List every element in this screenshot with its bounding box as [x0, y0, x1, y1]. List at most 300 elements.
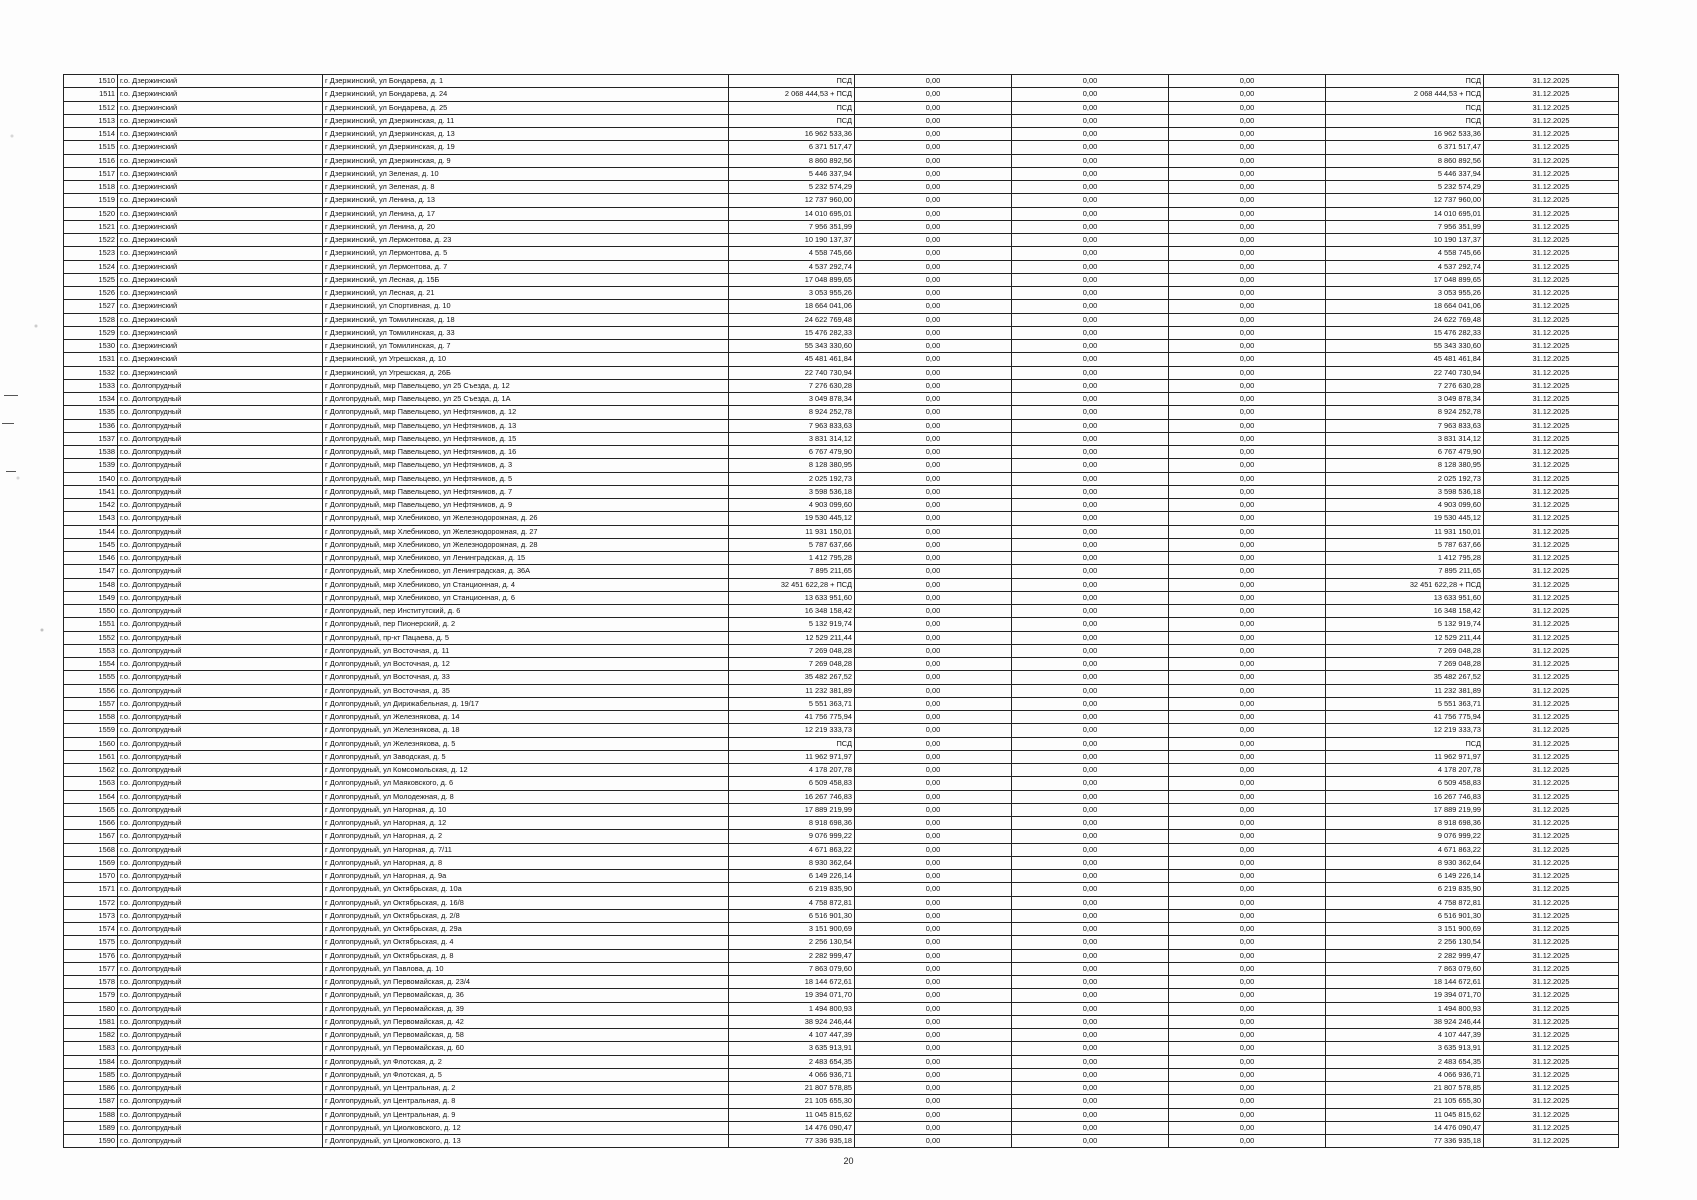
address-cell: г Долгопрудный, ул Октябрьская, д. 16/8: [323, 896, 729, 909]
amount-federal-cell: 0,00: [855, 247, 1012, 260]
row-number-cell: 1523: [64, 247, 118, 260]
amount-other-cell: 5 446 337,94: [1326, 167, 1484, 180]
municipality-cell: г.о. Долгопрудный: [118, 896, 323, 909]
amount-regional-cell: 0,00: [1012, 989, 1169, 1002]
municipality-cell: г.о. Дзержинский: [118, 114, 323, 127]
amount-regional-cell: 0,00: [1012, 340, 1169, 353]
deadline-date-cell: 31.12.2025: [1484, 870, 1619, 883]
amount-total-cell: 3 053 955,26: [729, 287, 855, 300]
address-cell: г Долгопрудный, ул Молодежная, д. 8: [323, 790, 729, 803]
amount-regional-cell: 0,00: [1012, 154, 1169, 167]
amount-regional-cell: 0,00: [1012, 697, 1169, 710]
amount-other-cell: 38 924 246,44: [1326, 1015, 1484, 1028]
municipality-cell: г.о. Долгопрудный: [118, 790, 323, 803]
table-row: [64, 220, 1619, 233]
amount-local-cell: 0,00: [1169, 88, 1326, 101]
amount-federal-cell: 0,00: [855, 419, 1012, 432]
row-number-cell: 1530: [64, 340, 118, 353]
table-row: [64, 618, 1619, 631]
amount-federal-cell: 0,00: [855, 843, 1012, 856]
amount-federal-cell: 0,00: [855, 353, 1012, 366]
municipality-cell: г.о. Долгопрудный: [118, 459, 323, 472]
municipality-cell: г.о. Долгопрудный: [118, 578, 323, 591]
municipality-cell: г.о. Долгопрудный: [118, 658, 323, 671]
amount-federal-cell: 0,00: [855, 1095, 1012, 1108]
amount-federal-cell: 0,00: [855, 273, 1012, 286]
deadline-date-cell: 31.12.2025: [1484, 287, 1619, 300]
deadline-date-cell: 31.12.2025: [1484, 552, 1619, 565]
amount-local-cell: 0,00: [1169, 1108, 1326, 1121]
amount-local-cell: 0,00: [1169, 525, 1326, 538]
amount-total-cell: 10 190 137,37: [729, 234, 855, 247]
amount-local-cell: 0,00: [1169, 684, 1326, 697]
amount-local-cell: 0,00: [1169, 1042, 1326, 1055]
municipality-cell: г.о. Дзержинский: [118, 167, 323, 180]
table-row: [64, 128, 1619, 141]
amount-federal-cell: 0,00: [855, 976, 1012, 989]
amount-regional-cell: 0,00: [1012, 459, 1169, 472]
amount-federal-cell: 0,00: [855, 141, 1012, 154]
row-number-cell: 1519: [64, 194, 118, 207]
row-number-cell: 1513: [64, 114, 118, 127]
amount-local-cell: 0,00: [1169, 737, 1326, 750]
amount-federal-cell: 0,00: [855, 750, 1012, 763]
amount-regional-cell: 0,00: [1012, 578, 1169, 591]
address-cell: г Долгопрудный, ул Первомайская, д. 60: [323, 1042, 729, 1055]
address-cell: г Долгопрудный, ул Циолковского, д. 13: [323, 1135, 729, 1148]
amount-total-cell: 3 151 900,69: [729, 923, 855, 936]
address-cell: г Долгопрудный, ул Октябрьская, д. 10а: [323, 883, 729, 896]
amount-other-cell: 55 343 330,60: [1326, 340, 1484, 353]
scan-mark: [4, 395, 18, 396]
amount-regional-cell: 0,00: [1012, 472, 1169, 485]
table-row: [64, 485, 1619, 498]
municipality-cell: г.о. Долгопрудный: [118, 393, 323, 406]
table-row: [64, 949, 1619, 962]
amount-federal-cell: 0,00: [855, 300, 1012, 313]
amount-total-cell: 3 831 314,12: [729, 432, 855, 445]
address-cell: г Дзержинский, ул Дзержинская, д. 13: [323, 128, 729, 141]
row-number-cell: 1546: [64, 552, 118, 565]
amount-other-cell: 5 787 637,66: [1326, 538, 1484, 551]
amount-local-cell: 0,00: [1169, 101, 1326, 114]
amount-local-cell: 0,00: [1169, 273, 1326, 286]
amount-other-cell: 13 633 951,60: [1326, 591, 1484, 604]
amount-local-cell: 0,00: [1169, 1068, 1326, 1081]
amount-federal-cell: 0,00: [855, 194, 1012, 207]
amount-regional-cell: 0,00: [1012, 750, 1169, 763]
deadline-date-cell: 31.12.2025: [1484, 565, 1619, 578]
row-number-cell: 1514: [64, 128, 118, 141]
table-row: [64, 711, 1619, 724]
municipality-cell: г.о. Долгопрудный: [118, 671, 323, 684]
amount-regional-cell: 0,00: [1012, 485, 1169, 498]
deadline-date-cell: 31.12.2025: [1484, 1068, 1619, 1081]
deadline-date-cell: 31.12.2025: [1484, 830, 1619, 843]
amount-local-cell: 0,00: [1169, 764, 1326, 777]
municipality-cell: г.о. Дзержинский: [118, 273, 323, 286]
amount-federal-cell: 0,00: [855, 128, 1012, 141]
table-row: [64, 631, 1619, 644]
row-number-cell: 1547: [64, 565, 118, 578]
amount-other-cell: 12 219 333,73: [1326, 724, 1484, 737]
table-row: [64, 989, 1619, 1002]
amount-total-cell: 17 048 899,65: [729, 273, 855, 286]
amount-federal-cell: 0,00: [855, 340, 1012, 353]
amount-local-cell: 0,00: [1169, 923, 1326, 936]
amount-total-cell: 7 269 048,28: [729, 658, 855, 671]
address-cell: г Дзержинский, ул Томилинская, д. 33: [323, 326, 729, 339]
table-row: [64, 525, 1619, 538]
amount-federal-cell: 0,00: [855, 114, 1012, 127]
amount-local-cell: 0,00: [1169, 247, 1326, 260]
amount-local-cell: 0,00: [1169, 870, 1326, 883]
address-cell: г Долгопрудный, мкр Павельцево, ул Нефтяников, д. 9: [323, 499, 729, 512]
municipality-cell: г.о. Долгопрудный: [118, 883, 323, 896]
deadline-date-cell: 31.12.2025: [1484, 300, 1619, 313]
deadline-date-cell: 31.12.2025: [1484, 1082, 1619, 1095]
deadline-date-cell: 31.12.2025: [1484, 631, 1619, 644]
table-row: [64, 366, 1619, 379]
amount-total-cell: 8 918 698,36: [729, 817, 855, 830]
table-row: [64, 512, 1619, 525]
row-number-cell: 1538: [64, 446, 118, 459]
amount-federal-cell: 0,00: [855, 644, 1012, 657]
address-cell: г Дзержинский, ул Лесная, д. 15Б: [323, 273, 729, 286]
amount-total-cell: 32 451 622,28 + ПСД: [729, 578, 855, 591]
amount-regional-cell: 0,00: [1012, 976, 1169, 989]
table-row: [64, 419, 1619, 432]
amount-federal-cell: 0,00: [855, 260, 1012, 273]
table-row: [64, 684, 1619, 697]
amount-other-cell: 35 482 267,52: [1326, 671, 1484, 684]
deadline-date-cell: 31.12.2025: [1484, 512, 1619, 525]
deadline-date-cell: 31.12.2025: [1484, 777, 1619, 790]
amount-regional-cell: 0,00: [1012, 1108, 1169, 1121]
amount-other-cell: 14 010 695,01: [1326, 207, 1484, 220]
amount-regional-cell: 0,00: [1012, 1002, 1169, 1015]
address-cell: г Дзержинский, ул Ленина, д. 13: [323, 194, 729, 207]
address-cell: г Долгопрудный, ул Первомайская, д. 58: [323, 1029, 729, 1042]
amount-federal-cell: 0,00: [855, 790, 1012, 803]
amount-federal-cell: 0,00: [855, 88, 1012, 101]
deadline-date-cell: 31.12.2025: [1484, 141, 1619, 154]
amount-total-cell: 3 635 913,91: [729, 1042, 855, 1055]
amount-local-cell: 0,00: [1169, 326, 1326, 339]
amount-local-cell: 0,00: [1169, 1029, 1326, 1042]
table-row: [64, 644, 1619, 657]
row-number-cell: 1586: [64, 1082, 118, 1095]
amount-total-cell: 13 633 951,60: [729, 591, 855, 604]
amount-federal-cell: 0,00: [855, 697, 1012, 710]
amount-local-cell: 0,00: [1169, 724, 1326, 737]
address-cell: г Долгопрудный, мкр Хлебниково, ул Станционная, д. 6: [323, 591, 729, 604]
amount-regional-cell: 0,00: [1012, 353, 1169, 366]
amount-regional-cell: 0,00: [1012, 432, 1169, 445]
deadline-date-cell: 31.12.2025: [1484, 843, 1619, 856]
address-cell: г Долгопрудный, ул Октябрьская, д. 4: [323, 936, 729, 949]
amount-total-cell: 7 269 048,28: [729, 644, 855, 657]
deadline-date-cell: 31.12.2025: [1484, 618, 1619, 631]
deadline-date-cell: 31.12.2025: [1484, 803, 1619, 816]
deadline-date-cell: 31.12.2025: [1484, 432, 1619, 445]
row-number-cell: 1571: [64, 883, 118, 896]
address-cell: г Долгопрудный, ул Маяковского, д. 6: [323, 777, 729, 790]
amount-total-cell: 21 807 578,85: [729, 1082, 855, 1095]
deadline-date-cell: 31.12.2025: [1484, 446, 1619, 459]
deadline-date-cell: 31.12.2025: [1484, 737, 1619, 750]
amount-other-cell: 8 930 362,64: [1326, 856, 1484, 869]
amount-local-cell: 0,00: [1169, 1121, 1326, 1134]
table-row: [64, 697, 1619, 710]
deadline-date-cell: 31.12.2025: [1484, 817, 1619, 830]
amount-total-cell: 4 107 447,39: [729, 1029, 855, 1042]
amount-local-cell: 0,00: [1169, 949, 1326, 962]
amount-regional-cell: 0,00: [1012, 565, 1169, 578]
row-number-cell: 1526: [64, 287, 118, 300]
amount-other-cell: 11 962 971,97: [1326, 750, 1484, 763]
deadline-date-cell: 31.12.2025: [1484, 472, 1619, 485]
municipality-cell: г.о. Дзержинский: [118, 300, 323, 313]
amount-local-cell: 0,00: [1169, 459, 1326, 472]
municipality-cell: г.о. Дзержинский: [118, 260, 323, 273]
table-row: [64, 432, 1619, 445]
amount-federal-cell: 0,00: [855, 499, 1012, 512]
amount-total-cell: 4 537 292,74: [729, 260, 855, 273]
amount-federal-cell: 0,00: [855, 1055, 1012, 1068]
amount-federal-cell: 0,00: [855, 446, 1012, 459]
amount-other-cell: 4 178 207,78: [1326, 764, 1484, 777]
table-row: [64, 870, 1619, 883]
table-row: [64, 856, 1619, 869]
amount-local-cell: 0,00: [1169, 631, 1326, 644]
row-number-cell: 1587: [64, 1095, 118, 1108]
table-row: [64, 883, 1619, 896]
amount-local-cell: 0,00: [1169, 260, 1326, 273]
amount-regional-cell: 0,00: [1012, 128, 1169, 141]
amount-other-cell: 1 412 795,28: [1326, 552, 1484, 565]
amount-regional-cell: 0,00: [1012, 962, 1169, 975]
deadline-date-cell: 31.12.2025: [1484, 644, 1619, 657]
amount-regional-cell: 0,00: [1012, 512, 1169, 525]
amount-total-cell: 5 132 919,74: [729, 618, 855, 631]
amount-federal-cell: 0,00: [855, 1068, 1012, 1081]
address-cell: г Долгопрудный, ул Флотская, д. 2: [323, 1055, 729, 1068]
amount-regional-cell: 0,00: [1012, 220, 1169, 233]
table-row: [64, 909, 1619, 922]
amount-total-cell: 7 895 211,65: [729, 565, 855, 578]
amount-local-cell: 0,00: [1169, 313, 1326, 326]
row-number-cell: 1579: [64, 989, 118, 1002]
address-cell: г Долгопрудный, ул Нагорная, д. 2: [323, 830, 729, 843]
amount-federal-cell: 0,00: [855, 101, 1012, 114]
amount-local-cell: 0,00: [1169, 128, 1326, 141]
deadline-date-cell: 31.12.2025: [1484, 154, 1619, 167]
table-row: [64, 803, 1619, 816]
table-row: [64, 790, 1619, 803]
amount-regional-cell: 0,00: [1012, 260, 1169, 273]
deadline-date-cell: 31.12.2025: [1484, 485, 1619, 498]
amount-total-cell: 21 105 655,30: [729, 1095, 855, 1108]
amount-other-cell: 4 558 745,66: [1326, 247, 1484, 260]
row-number-cell: 1510: [64, 75, 118, 88]
amount-local-cell: 0,00: [1169, 618, 1326, 631]
amount-other-cell: 1 494 800,93: [1326, 1002, 1484, 1015]
amount-total-cell: 12 529 211,44: [729, 631, 855, 644]
table-row: [64, 578, 1619, 591]
amount-total-cell: 5 787 637,66: [729, 538, 855, 551]
deadline-date-cell: 31.12.2025: [1484, 750, 1619, 763]
amount-total-cell: 5 446 337,94: [729, 167, 855, 180]
deadline-date-cell: 31.12.2025: [1484, 658, 1619, 671]
amount-regional-cell: 0,00: [1012, 605, 1169, 618]
amount-local-cell: 0,00: [1169, 552, 1326, 565]
address-cell: г Долгопрудный, мкр Павельцево, ул Нефтяников, д. 7: [323, 485, 729, 498]
row-number-cell: 1564: [64, 790, 118, 803]
table-row: [64, 141, 1619, 154]
amount-other-cell: 7 863 079,60: [1326, 962, 1484, 975]
address-cell: г Долгопрудный, ул Дирижабельная, д. 19/17: [323, 697, 729, 710]
row-number-cell: 1548: [64, 578, 118, 591]
amount-total-cell: 4 758 872,81: [729, 896, 855, 909]
address-cell: г Долгопрудный, мкр Хлебниково, ул Железнодорожная, д. 28: [323, 538, 729, 551]
row-number-cell: 1522: [64, 234, 118, 247]
address-cell: г Долгопрудный, ул Центральная, д. 2: [323, 1082, 729, 1095]
amount-local-cell: 0,00: [1169, 1095, 1326, 1108]
table-row: [64, 1015, 1619, 1028]
amount-other-cell: 32 451 622,28 + ПСД: [1326, 578, 1484, 591]
amount-local-cell: 0,00: [1169, 896, 1326, 909]
address-cell: г Долгопрудный, ул Циолковского, д. 12: [323, 1121, 729, 1134]
table-row: [64, 1095, 1619, 1108]
table-row: [64, 114, 1619, 127]
amount-federal-cell: 0,00: [855, 459, 1012, 472]
amount-local-cell: 0,00: [1169, 1055, 1326, 1068]
amount-federal-cell: 0,00: [855, 1135, 1012, 1148]
amount-local-cell: 0,00: [1169, 565, 1326, 578]
municipality-cell: г.о. Долгопрудный: [118, 1055, 323, 1068]
table-row: [64, 1135, 1619, 1148]
address-cell: г Долгопрудный, ул Первомайская, д. 42: [323, 1015, 729, 1028]
municipality-cell: г.о. Долгопрудный: [118, 419, 323, 432]
amount-local-cell: 0,00: [1169, 750, 1326, 763]
row-number-cell: 1561: [64, 750, 118, 763]
municipality-cell: г.о. Долгопрудный: [118, 1029, 323, 1042]
row-number-cell: 1562: [64, 764, 118, 777]
municipality-cell: г.о. Долгопрудный: [118, 949, 323, 962]
row-number-cell: 1560: [64, 737, 118, 750]
address-cell: г Дзержинский, ул Лермонтова, д. 7: [323, 260, 729, 273]
address-cell: г Дзержинский, ул Лермонтова, д. 23: [323, 234, 729, 247]
row-number-cell: 1524: [64, 260, 118, 273]
amount-other-cell: ПСД: [1326, 101, 1484, 114]
amount-local-cell: 0,00: [1169, 1082, 1326, 1095]
amount-federal-cell: 0,00: [855, 1108, 1012, 1121]
amount-total-cell: 9 076 999,22: [729, 830, 855, 843]
amount-local-cell: 0,00: [1169, 1015, 1326, 1028]
table-row: [64, 287, 1619, 300]
address-cell: г Долгопрудный, мкр Павельцево, ул Нефтяников, д. 13: [323, 419, 729, 432]
amount-local-cell: 0,00: [1169, 790, 1326, 803]
amount-total-cell: 38 924 246,44: [729, 1015, 855, 1028]
amount-local-cell: 0,00: [1169, 432, 1326, 445]
address-cell: г Долгопрудный, ул Восточная, д. 12: [323, 658, 729, 671]
row-number-cell: 1581: [64, 1015, 118, 1028]
amount-other-cell: 6 516 901,30: [1326, 909, 1484, 922]
page-number: 20: [843, 1156, 854, 1166]
address-cell: г Долгопрудный, мкр Хлебниково, ул Железнодорожная, д. 27: [323, 525, 729, 538]
row-number-cell: 1570: [64, 870, 118, 883]
row-number-cell: 1563: [64, 777, 118, 790]
scan-artifacts: [0, 60, 60, 820]
row-number-cell: 1544: [64, 525, 118, 538]
scan-mark: [6, 471, 16, 472]
amount-other-cell: 4 537 292,74: [1326, 260, 1484, 273]
address-cell: г Дзержинский, ул Зеленая, д. 10: [323, 167, 729, 180]
deadline-date-cell: 31.12.2025: [1484, 538, 1619, 551]
amount-local-cell: 0,00: [1169, 220, 1326, 233]
amount-federal-cell: 0,00: [855, 605, 1012, 618]
amount-local-cell: 0,00: [1169, 75, 1326, 88]
address-cell: г Долгопрудный, ул Нагорная, д. 12: [323, 817, 729, 830]
amount-total-cell: 35 482 267,52: [729, 671, 855, 684]
amount-regional-cell: 0,00: [1012, 75, 1169, 88]
amount-regional-cell: 0,00: [1012, 393, 1169, 406]
address-cell: г Долгопрудный, ул Первомайская, д. 36: [323, 989, 729, 1002]
amount-regional-cell: 0,00: [1012, 923, 1169, 936]
municipality-cell: г.о. Долгопрудный: [118, 499, 323, 512]
amount-other-cell: 11 045 815,62: [1326, 1108, 1484, 1121]
address-cell: г Долгопрудный, ул Железнякова, д. 5: [323, 737, 729, 750]
amount-total-cell: 11 931 150,01: [729, 525, 855, 538]
deadline-date-cell: 31.12.2025: [1484, 578, 1619, 591]
amount-total-cell: 18 144 672,61: [729, 976, 855, 989]
amount-federal-cell: 0,00: [855, 234, 1012, 247]
amount-local-cell: 0,00: [1169, 843, 1326, 856]
amount-federal-cell: 0,00: [855, 684, 1012, 697]
amount-federal-cell: 0,00: [855, 896, 1012, 909]
amount-federal-cell: 0,00: [855, 565, 1012, 578]
address-cell: г Дзержинский, ул Ленина, д. 20: [323, 220, 729, 233]
deadline-date-cell: 31.12.2025: [1484, 697, 1619, 710]
table-row: [64, 843, 1619, 856]
deadline-date-cell: 31.12.2025: [1484, 207, 1619, 220]
table-row: [64, 260, 1619, 273]
amount-other-cell: 6 767 479,90: [1326, 446, 1484, 459]
address-cell: г Долгопрудный, ул Центральная, д. 8: [323, 1095, 729, 1108]
amount-other-cell: 4 107 447,39: [1326, 1029, 1484, 1042]
amount-other-cell: 3 831 314,12: [1326, 432, 1484, 445]
address-cell: г Дзержинский, ул Угрешская, д. 26Б: [323, 366, 729, 379]
row-number-cell: 1583: [64, 1042, 118, 1055]
table-row: [64, 538, 1619, 551]
row-number-cell: 1585: [64, 1068, 118, 1081]
amount-other-cell: 24 622 769,48: [1326, 313, 1484, 326]
amount-local-cell: 0,00: [1169, 353, 1326, 366]
deadline-date-cell: 31.12.2025: [1484, 989, 1619, 1002]
table-row: [64, 300, 1619, 313]
deadline-date-cell: 31.12.2025: [1484, 1042, 1619, 1055]
amount-other-cell: 11 931 150,01: [1326, 525, 1484, 538]
amount-local-cell: 0,00: [1169, 379, 1326, 392]
address-cell: г Долгопрудный, ул Первомайская, д. 23/4: [323, 976, 729, 989]
row-number-cell: 1575: [64, 936, 118, 949]
amount-total-cell: 7 863 079,60: [729, 962, 855, 975]
amount-other-cell: 5 551 363,71: [1326, 697, 1484, 710]
amount-total-cell: 8 924 252,78: [729, 406, 855, 419]
amount-regional-cell: 0,00: [1012, 803, 1169, 816]
address-cell: г Дзержинский, ул Дзержинская, д. 9: [323, 154, 729, 167]
